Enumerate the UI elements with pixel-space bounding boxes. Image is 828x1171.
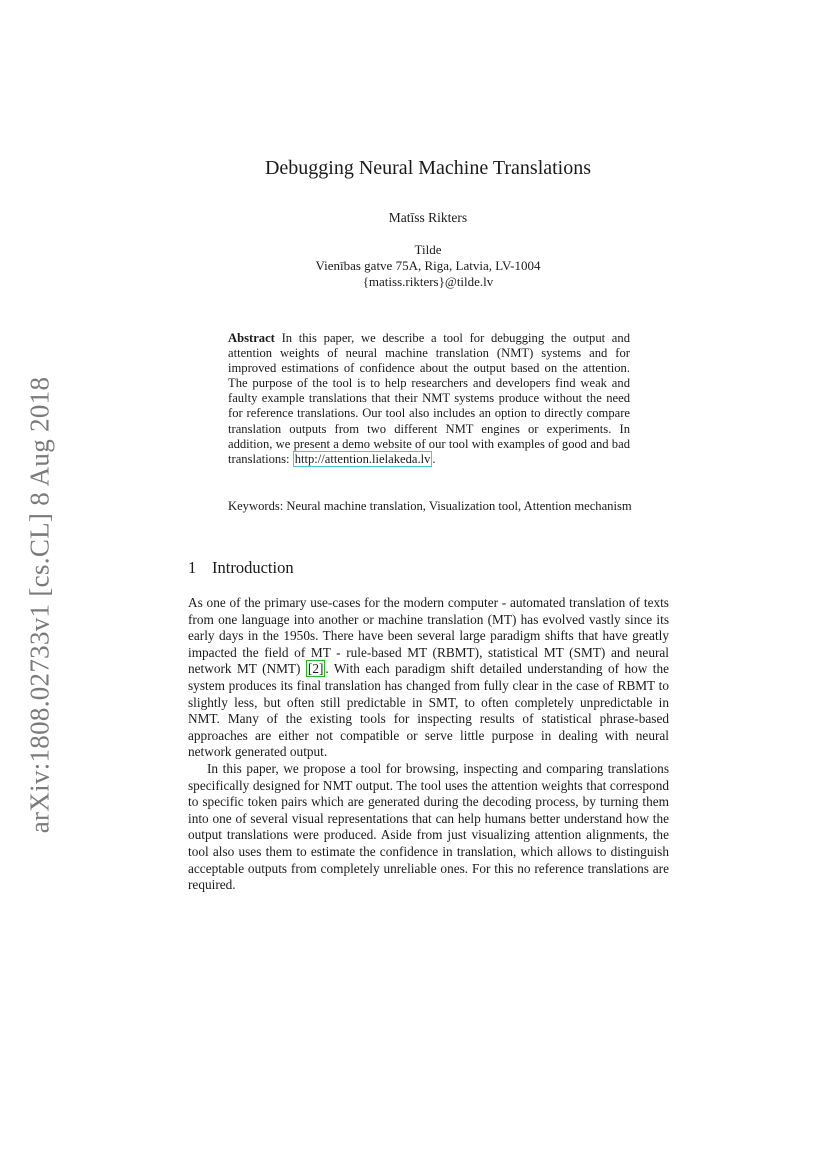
abstract-end: . xyxy=(432,451,436,466)
author-name: Matīss Rikters xyxy=(388,210,468,225)
section-number: 1 xyxy=(188,558,197,577)
section-heading-introduction xyxy=(188,558,294,578)
paper-title: Debugging Neural Machine Translations xyxy=(264,157,592,179)
keywords xyxy=(228,499,646,514)
affiliation-address: Vienības gatve 75A, Riga, Latvia, LV-1004 xyxy=(315,258,541,273)
keywords-label: Keywords: xyxy=(228,499,284,513)
introduction-body xyxy=(188,595,669,894)
abstract-text: In this paper, we describe a tool for debugging the output and attention weights of neural machine translation (NMT) systems and for improved estimations of confidence about the output based on the attention. The purpose of the tool is to help researchers and developers find weak and faulty example translations that their NMT systems produce without the need for reference translations. Our tool also includes an option to directly compare translation outputs from two different NMT engines or experiments. In addition, we present a demo website of our tool with examples of good and bad translations: xyxy=(228,331,630,466)
affiliation-email: {matiss.rikters}@tilde.lv xyxy=(362,274,494,289)
paragraph-1-text-a: As one of the primary use-cases for the modern computer - automated translation of texts from one language into another or machine translation (MT) has evolved vastly since its early days in the 1950s. There have been several large paradigm shifts that have greatly impacted the field of MT - rule-based MT (RBMT), statistical MT (SMT) and neural network MT (NMT) xyxy=(188,595,669,677)
abstract-label: Abstract xyxy=(228,331,275,345)
keywords-text: Neural machine translation, Visualization tool, Attention mechanism xyxy=(283,499,632,513)
affiliation-block xyxy=(0,242,828,290)
paragraph-1 xyxy=(188,595,669,761)
arxiv-identifier-stamp: arXiv:1808.02733v1 [cs.CL] 8 Aug 2018 xyxy=(24,376,55,834)
section-title: Introduction xyxy=(212,558,294,577)
paragraph-2: In this paper, we propose a tool for browsing, inspecting and comparing translations specifically designed for NMT output. The tool uses the attention weights that correspond to specific token pairs which are generated during the decoding process, by turning them into one of several visual representations that can help humans better understand how the output translations were produced. Aside from just visualizing attention alignments, the tool also uses them to estimate the confidence in translation, which allows to distinguish acceptable outputs from completely unreliable ones. For this no reference translations are required. xyxy=(188,760,669,893)
affiliation-org: Tilde xyxy=(414,242,442,257)
citation-link[interactable]: [2] xyxy=(307,661,324,677)
paragraph-1-text-b: . With each paradigm shift detailed understanding of how the system produces its final translation has changed from fully clear in the case of RBMT to slightly less, but often still predictable in SMT, to often completely unpredictable in NMT. Many of the existing tools for inspecting results of statistical phrase-based approaches are either not compatible or serve little purpose in dealing with neural network generated output. xyxy=(188,661,670,760)
abstract xyxy=(228,331,630,467)
demo-website-link[interactable]: http://attention.lielakeda.lv xyxy=(294,451,431,466)
